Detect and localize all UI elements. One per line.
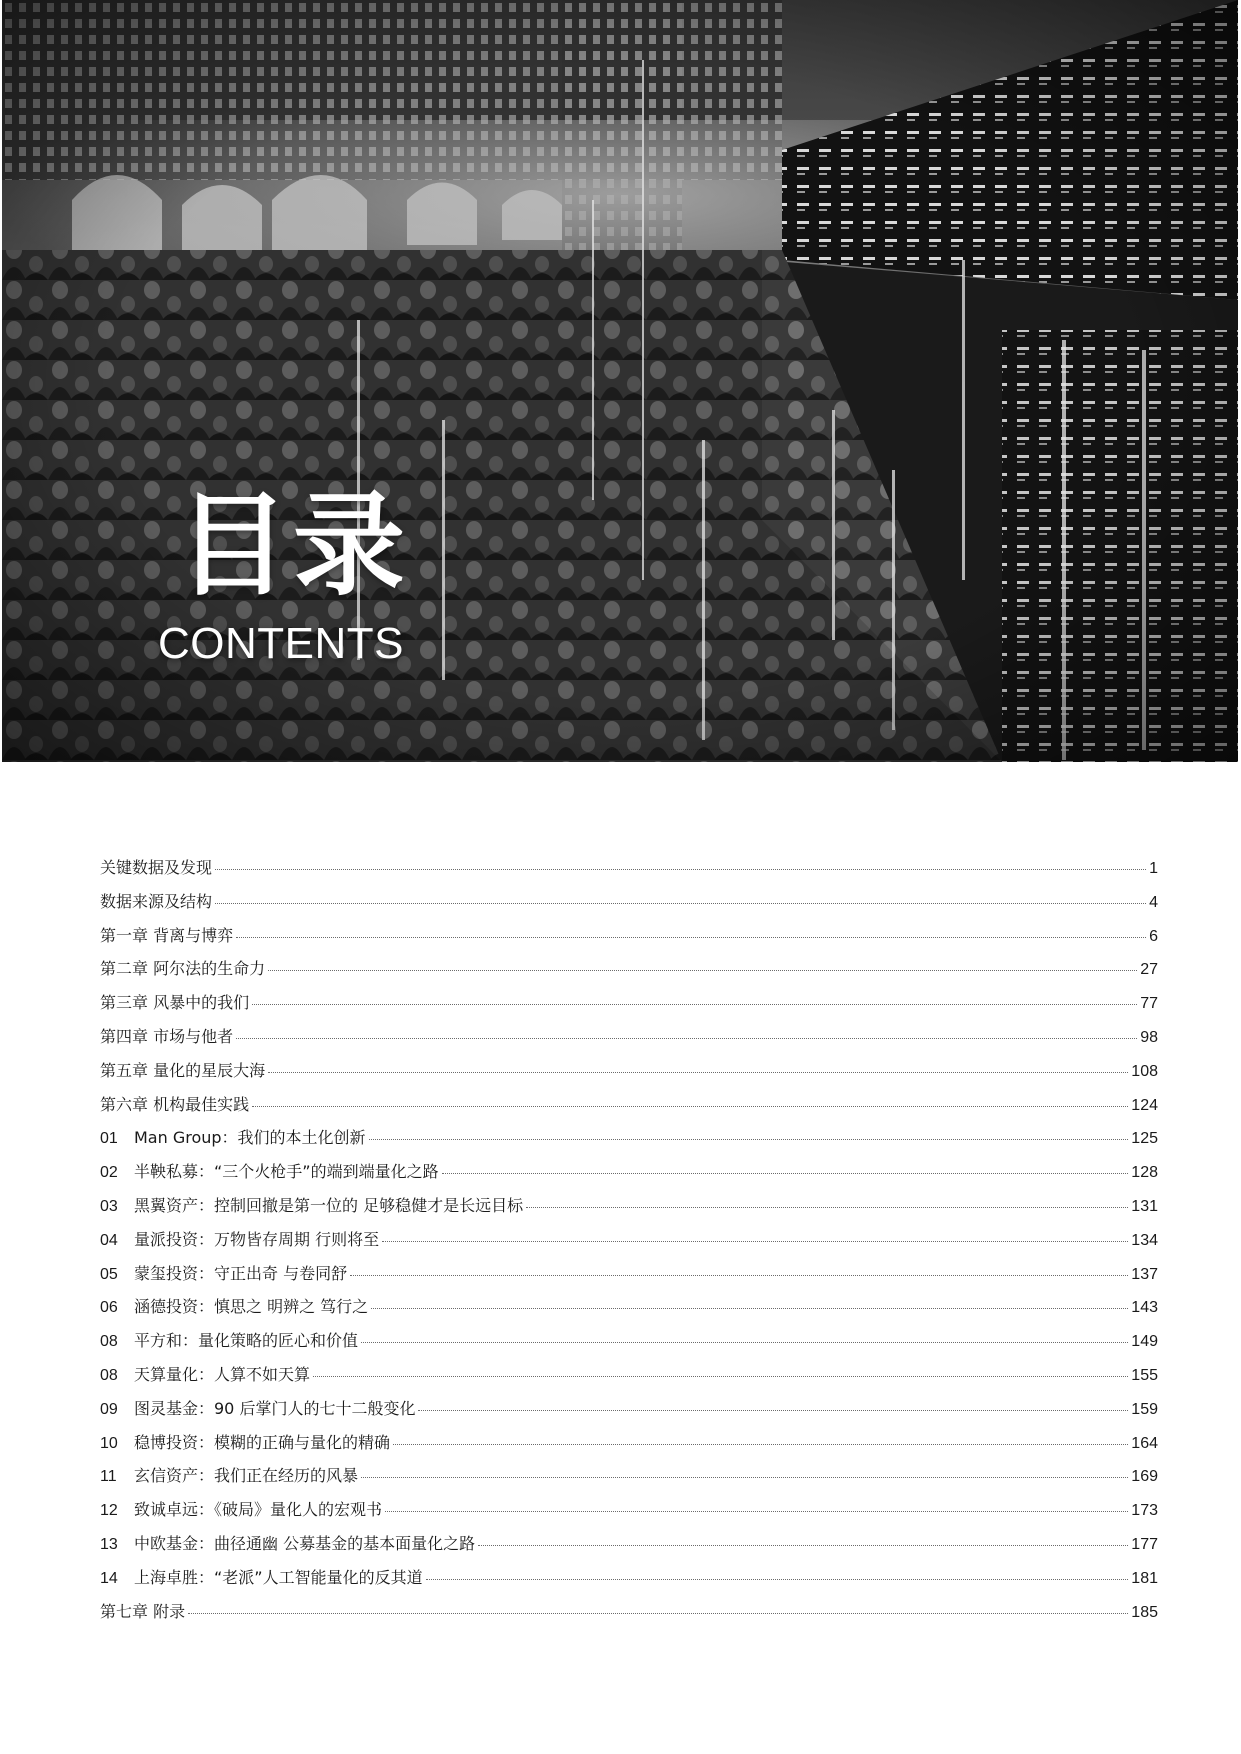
dot-leader — [385, 1511, 1128, 1512]
toc-entry-title: 涵德投资：慎思之 明辨之 笃行之 — [134, 1297, 369, 1317]
toc-entry-title: 第六章 机构最佳实践 — [100, 1094, 250, 1114]
dot-leader — [361, 1342, 1128, 1343]
dot-leader — [478, 1545, 1128, 1546]
toc-entry-number: 04 — [100, 1231, 118, 1249]
toc-entry-title: 图灵基金：90 后掌门人的七十二般变化 — [134, 1398, 416, 1418]
dot-leader — [236, 937, 1146, 938]
toc-entry-title: 第二章 阿尔法的生命力 — [100, 959, 266, 979]
toc-entry-page-number: 181 — [1131, 1569, 1158, 1587]
page-title: 目录 — [177, 481, 409, 611]
toc-entry[interactable] — [100, 1299, 1158, 1333]
toc-entry-number: 09 — [100, 1400, 118, 1418]
toc-entry-title: 玄信资产：我们正在经历的风暴 — [134, 1466, 359, 1486]
dot-leader — [252, 1106, 1128, 1107]
toc-entry-page-number: 125 — [1131, 1130, 1158, 1148]
toc-entry-title: 蒙玺投资：守正出奇 与卷同舒 — [134, 1263, 348, 1283]
dot-leader — [526, 1207, 1128, 1208]
toc-entry-page-number: 27 — [1140, 961, 1158, 979]
toc-entry-title: 第四章 市场与他者 — [100, 1026, 234, 1046]
toc-entry[interactable] — [100, 1229, 1158, 1266]
dot-leader — [382, 1241, 1128, 1242]
dot-leader — [215, 903, 1146, 904]
toc-entry-number: 03 — [100, 1197, 118, 1215]
toc-entry-title: 第五章 量化的星辰大海 — [100, 1060, 266, 1080]
toc-entry[interactable] — [100, 1601, 1158, 1638]
toc-entry-page-number: 155 — [1131, 1366, 1158, 1384]
dot-leader — [268, 1072, 1128, 1073]
toc-entry[interactable] — [100, 1567, 1158, 1604]
toc-entry[interactable] — [100, 961, 1158, 995]
toc-entry[interactable] — [100, 1502, 1158, 1536]
toc-entry-title: 稳博投资：模糊的正确与量化的精确 — [134, 1432, 391, 1452]
toc-entry-page-number: 6 — [1149, 927, 1158, 945]
dot-leader — [350, 1275, 1128, 1276]
toc-entry-page-number: 169 — [1131, 1468, 1158, 1486]
toc-entry-number: 08 — [100, 1333, 118, 1351]
toc-entry-title: 中欧基金：曲径通幽 公募基金的基本面量化之路 — [134, 1533, 476, 1553]
toc-entry-title: 半鞅私募：“三个火枪手”的端到端量化之路 — [134, 1162, 439, 1182]
dot-leader — [426, 1579, 1129, 1580]
dot-leader — [252, 1004, 1137, 1005]
toc-entry-title: Man Group：我们的本土化创新 — [134, 1128, 366, 1148]
toc-entry[interactable] — [100, 1094, 1158, 1131]
toc-entry-number: 13 — [100, 1535, 118, 1553]
toc-entry-page-number: 108 — [1131, 1062, 1158, 1080]
toc-entry[interactable] — [100, 1398, 1158, 1435]
toc-entry-number: 10 — [100, 1434, 118, 1452]
dot-leader — [215, 869, 1146, 870]
dot-leader — [369, 1139, 1129, 1140]
hero-image — [2, 0, 1238, 762]
toc-entry-title: 致诚卓远：《破局》量化人的宏观书 — [134, 1500, 383, 1520]
toc-entry[interactable] — [100, 1060, 1158, 1097]
toc-entry[interactable] — [100, 995, 1158, 1029]
toc-entry-page-number: 149 — [1131, 1333, 1158, 1351]
toc-entry-number: 08 — [100, 1366, 118, 1384]
dot-leader — [361, 1477, 1128, 1478]
page-subtitle: CONTENTS — [158, 619, 404, 668]
toc-entry-page-number: 173 — [1131, 1502, 1158, 1520]
toc-entry[interactable] — [100, 1263, 1158, 1300]
dot-leader — [313, 1376, 1128, 1377]
toc-entry-page-number: 4 — [1149, 893, 1158, 911]
toc-entry-page-number: 164 — [1131, 1434, 1158, 1452]
toc-entry-number: 12 — [100, 1502, 118, 1520]
dot-leader — [418, 1410, 1128, 1411]
toc-entry[interactable] — [100, 1130, 1158, 1164]
toc-entry-title: 关键数据及发现 — [100, 858, 213, 877]
toc-entry-number: 01 — [100, 1130, 118, 1148]
toc-entry-page-number: 143 — [1131, 1299, 1158, 1317]
toc-entry-title: 黑翼资产：控制回撤是第一位的 足够稳健才是长远目标 — [134, 1195, 524, 1215]
toc-entry-title: 第七章 附录 — [100, 1601, 186, 1621]
toc-entry[interactable] — [100, 1468, 1158, 1502]
toc-entry-number: 11 — [100, 1468, 117, 1486]
toc-entry-title: 量派投资：万物皆存周期 行则将至 — [134, 1229, 380, 1249]
dot-leader — [371, 1308, 1128, 1309]
toc-entry-page-number: 134 — [1131, 1231, 1158, 1249]
toc-entry[interactable] — [100, 891, 1158, 928]
toc-entry-title: 平方和：量化策略的匠心和价值 — [134, 1331, 359, 1351]
table-of-contents — [100, 860, 1158, 1637]
toc-entry-number: 02 — [100, 1164, 118, 1182]
dot-leader — [268, 970, 1137, 971]
toc-entry-page-number: 124 — [1131, 1096, 1158, 1114]
toc-entry-number: 14 — [100, 1569, 118, 1587]
dot-leader — [236, 1038, 1137, 1039]
dot-leader — [188, 1613, 1128, 1614]
toc-entry[interactable] — [100, 1195, 1158, 1232]
toc-entry[interactable] — [100, 1333, 1158, 1367]
toc-entry-title: 天算量化：人算不如天算 — [134, 1364, 311, 1384]
toc-entry[interactable] — [100, 1432, 1158, 1469]
toc-entry-page-number: 128 — [1131, 1164, 1158, 1182]
toc-entry-title: 第一章 背离与博弈 — [100, 925, 234, 945]
toc-entry[interactable] — [100, 925, 1158, 962]
dot-leader — [442, 1173, 1129, 1174]
toc-entry-page-number: 77 — [1140, 995, 1158, 1013]
toc-entry[interactable] — [100, 1364, 1158, 1401]
toc-entry-page-number: 98 — [1140, 1028, 1158, 1046]
toc-entry-page-number: 131 — [1131, 1197, 1158, 1215]
toc-entry-page-number: 159 — [1131, 1400, 1158, 1418]
toc-entry[interactable] — [100, 1164, 1158, 1198]
toc-entry[interactable] — [100, 1533, 1158, 1570]
toc-entry-title: 第三章 风暴中的我们 — [100, 993, 250, 1013]
toc-entry-title: 上海卓胜：“老派”人工智能量化的反其道 — [134, 1567, 423, 1587]
dot-leader — [393, 1444, 1128, 1445]
toc-entry-number: 06 — [100, 1299, 118, 1317]
toc-entry[interactable] — [100, 1026, 1158, 1063]
toc-entry-number: 05 — [100, 1265, 118, 1283]
toc-entry-title: 数据来源及结构 — [100, 891, 213, 911]
toc-entry[interactable] — [100, 860, 1158, 894]
toc-entry-page-number: 137 — [1131, 1265, 1158, 1283]
toc-entry-page-number: 177 — [1131, 1535, 1158, 1553]
toc-entry-page-number: 185 — [1131, 1603, 1158, 1621]
toc-entry-page-number: 1 — [1149, 860, 1158, 877]
